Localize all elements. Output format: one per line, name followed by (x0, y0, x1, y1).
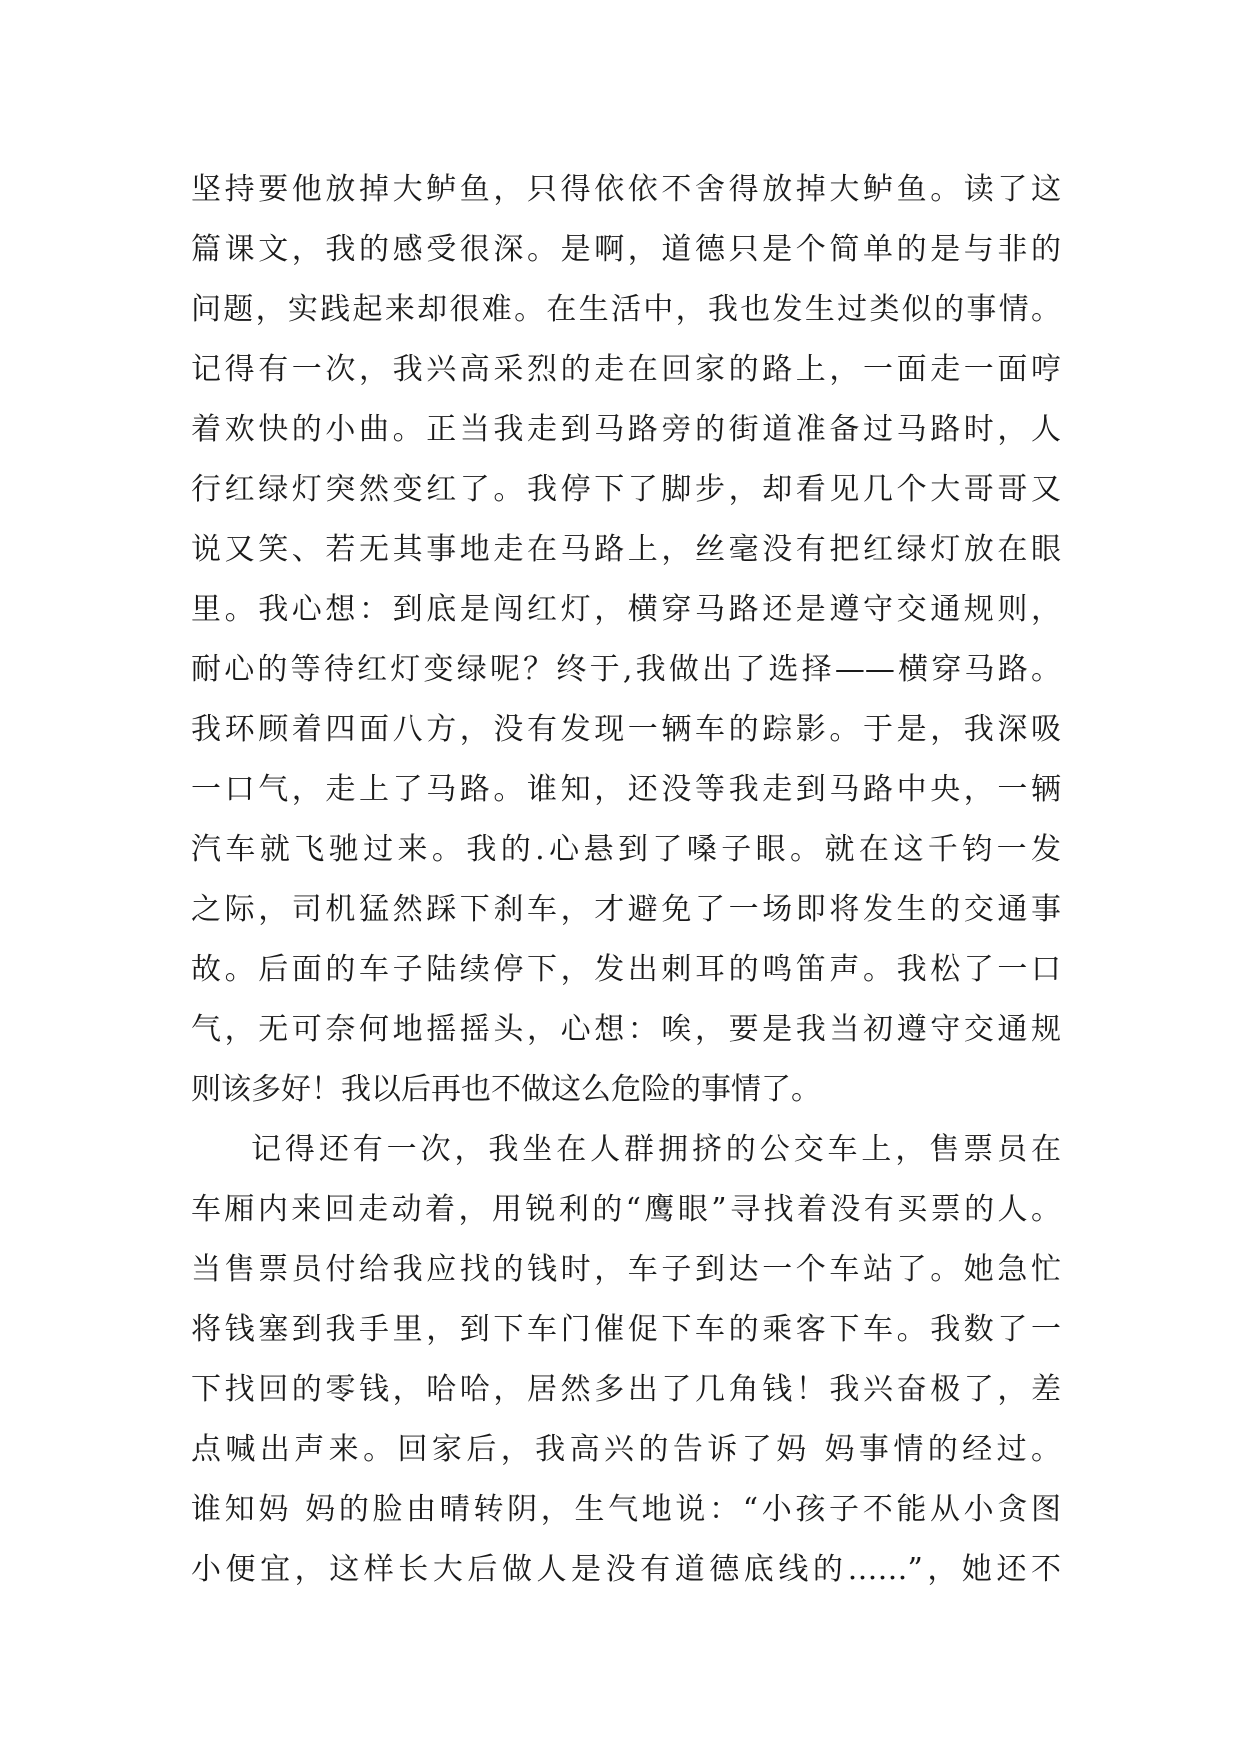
text-line: 一口气，走上了马路。谁知，还没等我走到马路中央，一辆 (191, 772, 1061, 807)
text-line: 说又笑、若无其事地走在马路上，丝毫没有把红绿灯放在眼 (191, 532, 1061, 567)
text-line: 着欢快的小曲。正当我走到马路旁的街道准备过马路时，人 (191, 412, 1061, 447)
text-line: 我环顾着四面八方，没有发现一辆车的踪影。于是，我深吸 (191, 712, 1061, 747)
text-line: 车厢内来回走动着，用锐利的“鹰眼”寻找着没有买票的人。 (191, 1192, 1061, 1227)
text-line: 耐心的等待红灯变绿呢？终于,我做出了选择——横穿马路。 (191, 652, 1061, 687)
text-line: 坚持要他放掉大鲈鱼，只得依依不舍得放掉大鲈鱼。读了这 (191, 172, 1061, 207)
text-line: 之际，司机猛然踩下刹车，才避免了一场即将发生的交通事 (191, 892, 1061, 927)
text-line: 篇课文，我的感受很深。是啊，道德只是个简单的是与非的 (191, 232, 1061, 267)
text-line: 则该多好！我以后再也不做这么危险的事情了。 (191, 1072, 821, 1107)
body-text (191, 160, 1061, 1600)
text-line: 里。我心想：到底是闯红灯，横穿马路还是遵守交通规则， (191, 592, 1061, 627)
text-line: 下找回的零钱，哈哈，居然多出了几角钱！我兴奋极了，差 (191, 1372, 1061, 1407)
text-line: 行红绿灯突然变红了。我停下了脚步，却看见几个大哥哥又 (191, 472, 1061, 507)
text-line: 记得有一次，我兴高采烈的走在回家的路上，一面走一面哼 (191, 352, 1061, 387)
text-line: 问题，实践起来却很难。在生活中，我也发生过类似的事情。 (191, 292, 1061, 327)
text-line: 点喊出声来。回家后，我高兴的告诉了妈 妈事情的经过。 (191, 1432, 1061, 1467)
text-line: 小便宜，这样长大后做人是没有道德底线的……”，她还不 (191, 1552, 1061, 1587)
text-line: 气，无可奈何地摇摇头，心想：唉，要是我当初遵守交通规 (191, 1012, 1061, 1047)
text-line: 谁知妈 妈的脸由晴转阴，生气地说：“小孩子不能从小贪图 (191, 1492, 1061, 1527)
text-line: 记得还有一次，我坐在人群拥挤的公交车上，售票员在 (251, 1132, 1061, 1167)
text-line: 将钱塞到我手里，到下车门催促下车的乘客下车。我数了一 (191, 1312, 1061, 1347)
text-line: 当售票员付给我应找的钱时，车子到达一个车站了。她急忙 (191, 1252, 1061, 1287)
text-line: 汽车就飞驰过来。我的.心悬到了嗓子眼。就在这千钧一发 (191, 832, 1061, 867)
text-line: 故。后面的车子陆续停下，发出刺耳的鸣笛声。我松了一口 (191, 952, 1061, 987)
